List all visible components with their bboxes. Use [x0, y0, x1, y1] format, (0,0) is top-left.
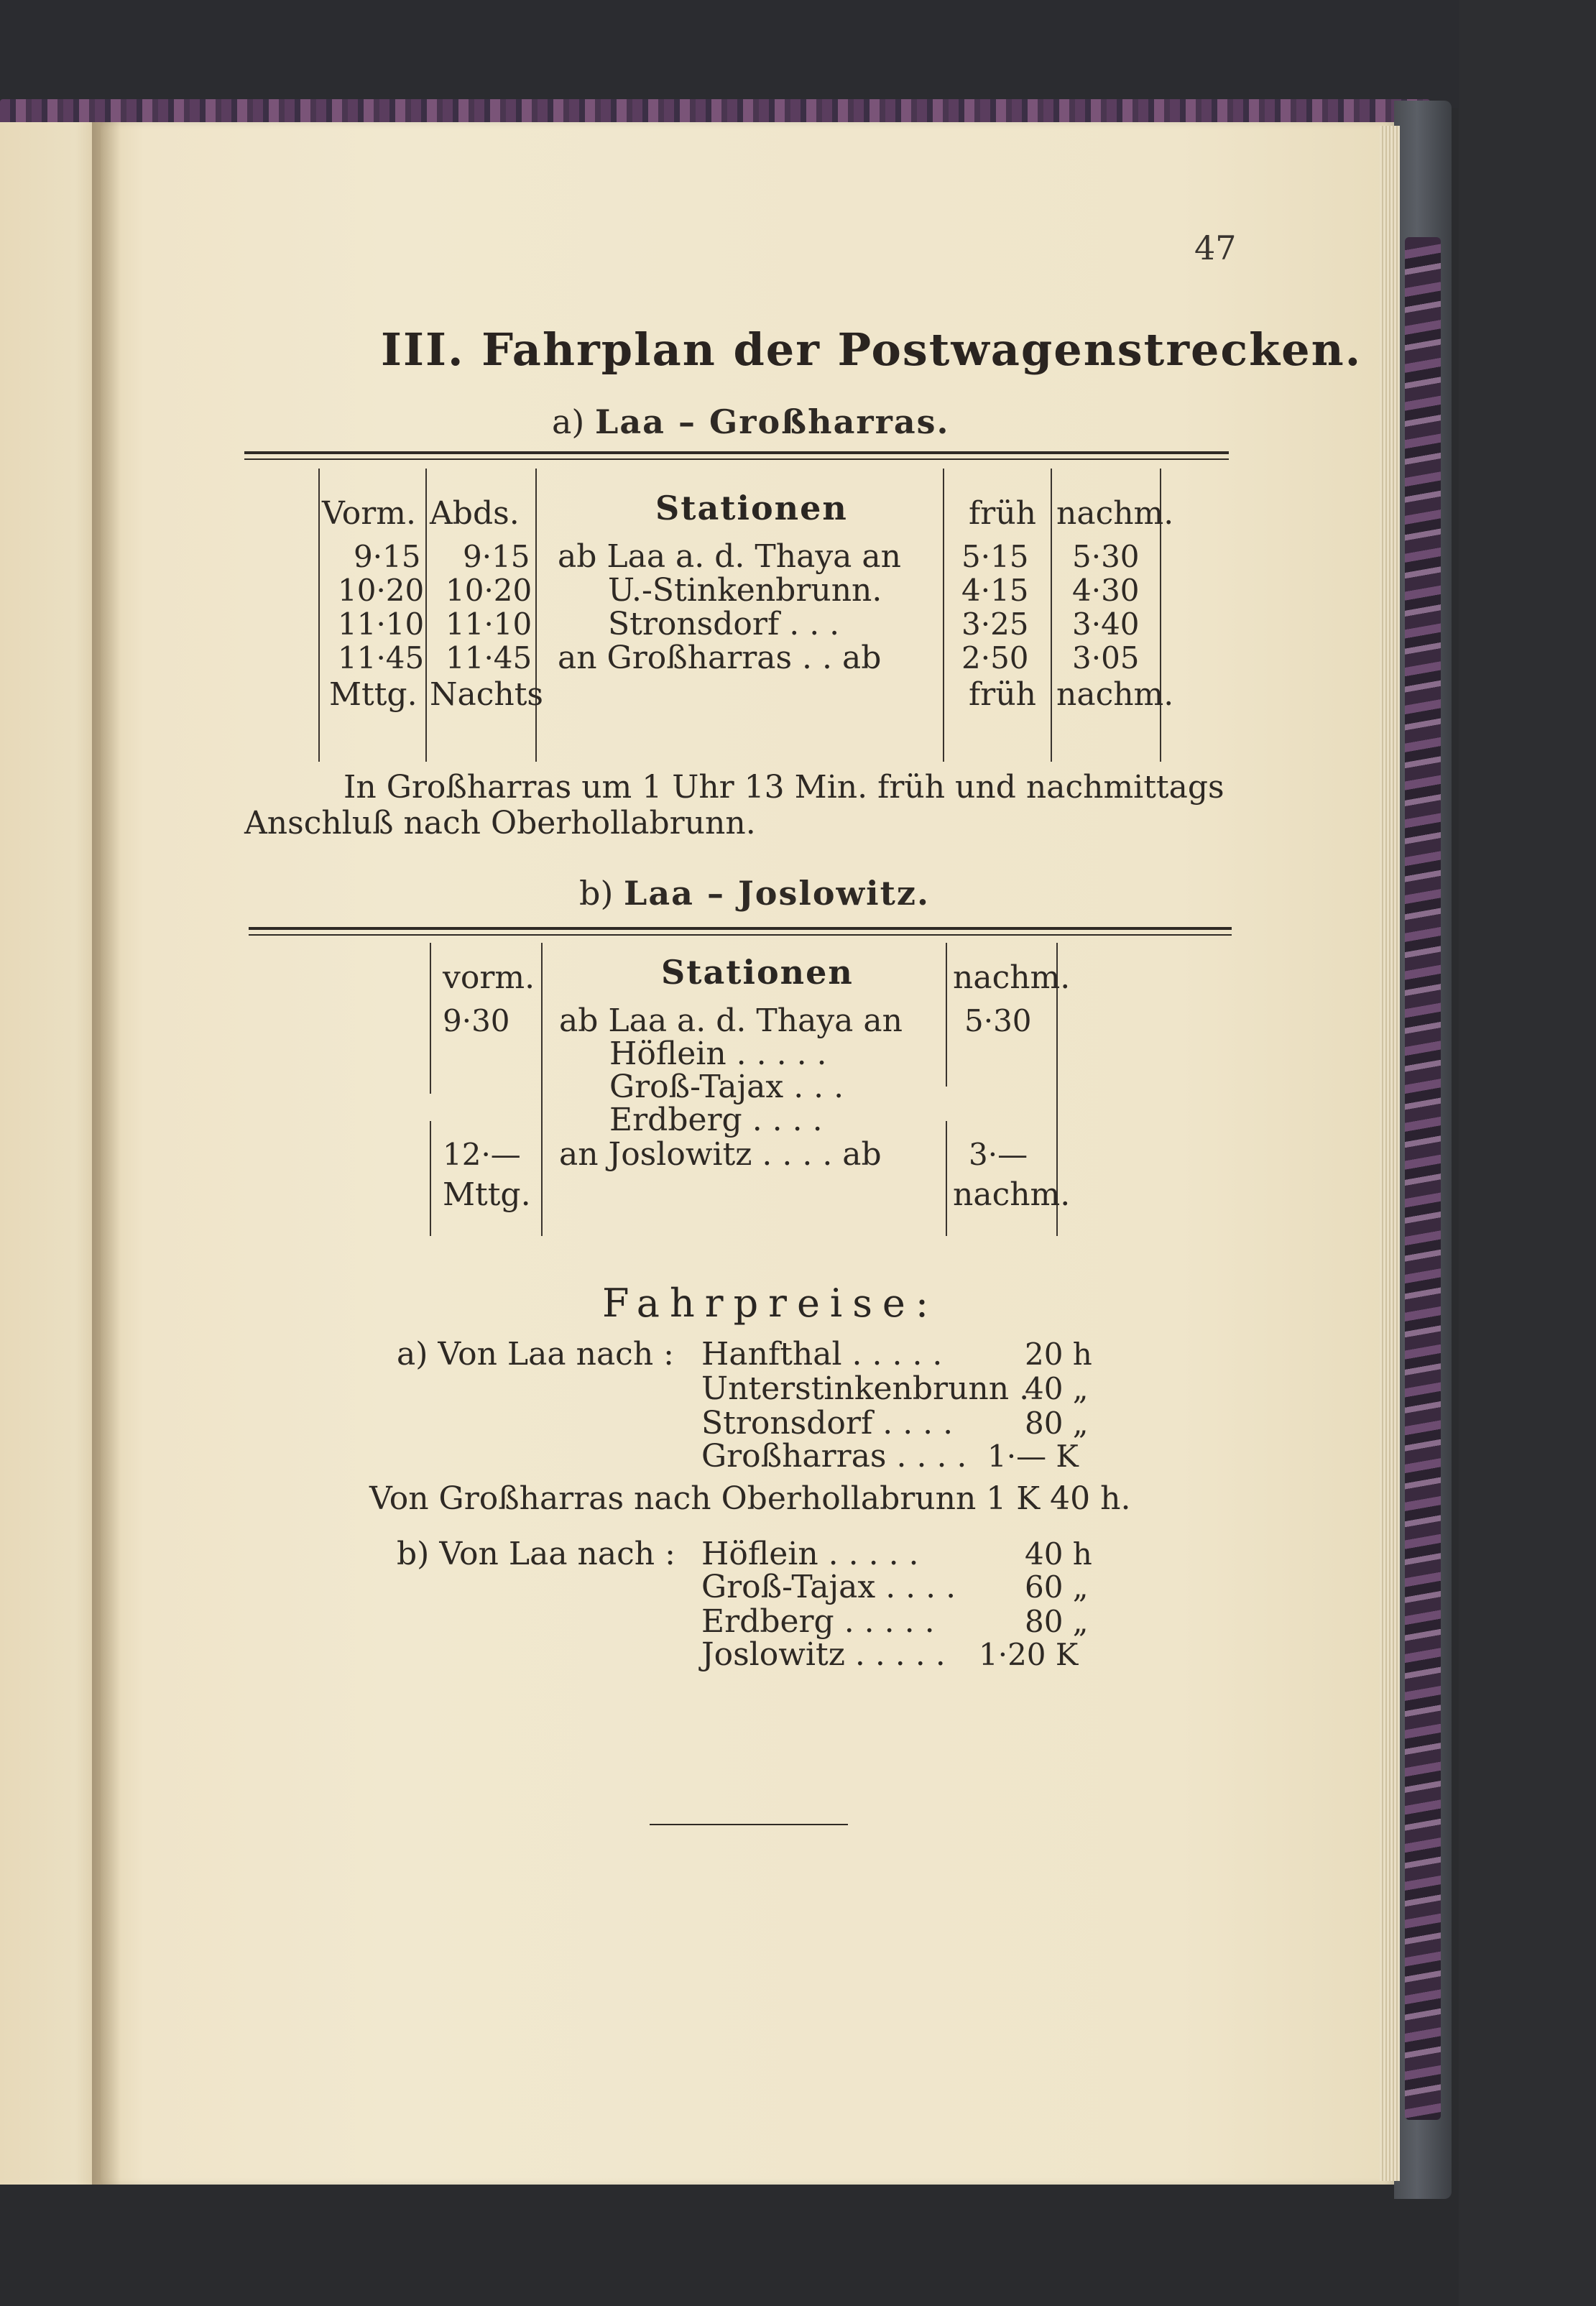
spine-shadow	[92, 122, 121, 2185]
fare-destination: Erdberg . . . . .	[701, 1603, 935, 1640]
table-a-cell: 10·20	[446, 573, 532, 608]
table-a-cell: 11·10	[446, 607, 532, 642]
fare-destination: Hanfthal . . . . .	[701, 1336, 943, 1373]
table-a-cell: 4·15	[961, 573, 1029, 608]
table-b-vline	[541, 943, 543, 1236]
page-title: III. Fahrplan der Postwagenstrecken.	[381, 323, 1362, 376]
table-a-station: U.-Stinkenbrunn.	[608, 572, 882, 609]
end-rule	[650, 1824, 848, 1825]
table-a-cell: 5·15	[961, 539, 1029, 574]
fare-destination: Joslowitz . . . . .	[701, 1636, 946, 1673]
fare-destination: Stronsdorf . . . .	[701, 1405, 954, 1442]
page-stack-edge	[1380, 126, 1400, 2181]
table-b-vline	[946, 943, 947, 1087]
scan-background-right	[1459, 0, 1596, 2306]
table-b-station: Höflein . . . . .	[609, 1036, 827, 1072]
fare-destination: Großharras . . . .	[701, 1438, 967, 1475]
table-a-cell: 3·40	[1072, 607, 1140, 642]
section-a-top-rule	[244, 451, 1229, 454]
table-a-footer-mttg: Mttg.	[329, 676, 418, 713]
table-b-vline	[946, 1121, 947, 1236]
table-b-cell: 9·30	[443, 1003, 510, 1038]
table-a-station: an Großharras . . ab	[558, 640, 882, 676]
fare-price: 1·— K	[987, 1439, 1079, 1474]
table-a-cell: 3·05	[1072, 640, 1140, 675]
table-b-station: an Joslowitz . . . . ab	[559, 1136, 882, 1173]
table-a-header-vorm: Vorm.	[322, 495, 416, 532]
table-b-header-nachm: nachm.	[953, 959, 1071, 996]
table-a-header-stationen: Stationen	[655, 489, 848, 527]
section-a-route: Laa – Großharras.	[595, 402, 950, 441]
section-b-label: b)	[579, 874, 614, 913]
table-b-station: Erdberg . . . .	[609, 1102, 823, 1138]
table-b-footer-nachm: nachm.	[953, 1176, 1071, 1213]
table-b-cell: 12·—	[443, 1137, 521, 1172]
table-a-cell: 9·15	[354, 539, 421, 574]
table-a-cell: 10·20	[338, 573, 425, 608]
table-a-station: ab Laa a. d. Thaya an	[558, 538, 901, 575]
fares-group-a-extra: Von Großharras nach Oberhollabrunn 1 K 40 h.	[369, 1480, 1131, 1517]
fare-price: 1·20 K	[979, 1637, 1079, 1672]
table-a-footer-frueh: früh	[969, 676, 1036, 713]
table-a-station: Stronsdorf . . .	[608, 606, 840, 642]
fare-price: 80 „	[1025, 1406, 1089, 1441]
table-a-vline	[318, 469, 320, 762]
fare-price: 60 „	[1025, 1569, 1089, 1605]
fare-destination: Höflein . . . . .	[701, 1536, 919, 1572]
section-a-note-line2: Anschluß nach Oberhollabrunn.	[244, 805, 756, 841]
fares-heading: Fahrpreise:	[602, 1281, 939, 1326]
table-a-vline	[535, 469, 537, 762]
fare-price: 40 h	[1025, 1536, 1092, 1572]
fares-group-a-label: a) Von Laa nach :	[397, 1336, 674, 1373]
page-number: 47	[1194, 229, 1237, 267]
section-b-top-rule	[249, 927, 1232, 930]
table-a-cell: 5·30	[1072, 539, 1140, 574]
section-b-heading	[579, 874, 930, 913]
table-b-header-stationen: Stationen	[661, 953, 854, 992]
section-b-top-rule-thin	[249, 934, 1232, 936]
table-a-header-nachm: nachm.	[1056, 495, 1174, 532]
fare-price: 20 h	[1025, 1337, 1092, 1372]
table-a-vline	[1051, 469, 1052, 762]
section-a-heading	[552, 402, 950, 441]
table-a-footer-nachts: Nachts	[430, 676, 543, 713]
fares-group-b-label: b) Von Laa nach :	[397, 1536, 675, 1572]
table-b-station: ab Laa a. d. Thaya an	[559, 1002, 903, 1039]
table-a-cell: 11·10	[338, 607, 425, 642]
table-a-cell: 4·30	[1072, 573, 1140, 608]
fare-price: 80 „	[1025, 1604, 1089, 1639]
section-a-note-line1: In Großharras um 1 Uhr 13 Min. früh und nachmittags	[343, 769, 1224, 806]
table-b-vline	[430, 1121, 431, 1236]
table-b-footer-mttg: Mttg.	[443, 1176, 531, 1213]
table-a-footer-nachm: nachm.	[1056, 676, 1174, 713]
table-a-header-abds: Abds.	[430, 495, 520, 532]
fare-destination: Unterstinkenbrunn .	[701, 1370, 1030, 1407]
table-a-cell: 11·45	[446, 640, 532, 675]
table-b-header-vorm: vorm.	[443, 959, 535, 996]
table-b-station: Groß-Tajax . . .	[609, 1069, 844, 1105]
table-a-cell: 3·25	[961, 607, 1029, 642]
section-b-route: Laa – Joslowitz.	[624, 874, 930, 913]
section-a-label: a)	[552, 402, 585, 441]
table-b-cell: 5·30	[964, 1003, 1032, 1038]
table-a-cell: 2·50	[961, 640, 1029, 675]
marbled-cover-pattern	[1405, 237, 1441, 2120]
section-a-top-rule-thin	[244, 458, 1229, 460]
table-a-cell: 11·45	[338, 640, 425, 675]
table-a-header-frueh: früh	[969, 495, 1036, 532]
fare-destination: Groß-Tajax . . . .	[701, 1569, 956, 1605]
table-a-cell: 9·15	[463, 539, 530, 574]
table-b-cell: 3·—	[969, 1137, 1028, 1172]
table-a-vline	[943, 469, 944, 762]
fare-price: 40 „	[1025, 1371, 1089, 1406]
table-b-vline	[430, 943, 431, 1094]
table-a-vline	[425, 469, 427, 762]
scan-background-top	[0, 0, 1596, 108]
